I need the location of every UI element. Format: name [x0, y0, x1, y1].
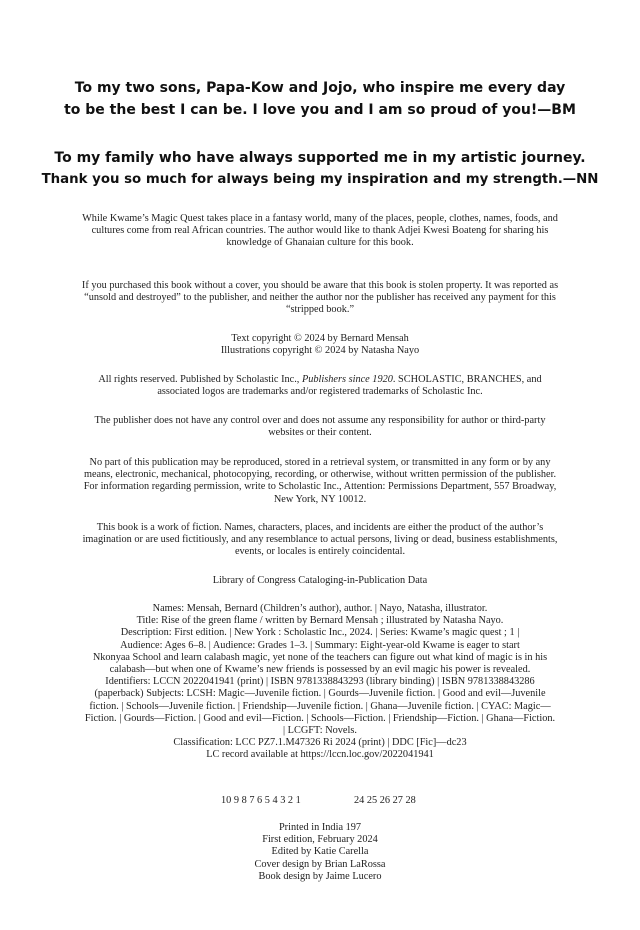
year-number-line: 24 25 26 27 28 [354, 795, 416, 806]
text-line: (paperback) Subjects: LCSH: Magic—Juvenile fiction. | Gourds—Juvenile fiction. | Good and evil—Juvenile [94, 688, 546, 700]
text-line: “unsold and destroyed” to the publisher, and neither the author nor the publisher has received any payment for this [84, 292, 556, 304]
text-line: Fiction. | Gourds—Fiction. | Good and evil—Fiction. | Schools—Fiction. | Friendship—Fiction. | Ghana—Fiction. [84, 712, 556, 724]
text-line: New York, NY 10012. [273, 493, 367, 505]
text-line: “stripped book.” [285, 304, 355, 316]
text-line: Text copyright © 2024 by Bernard Mensah [231, 333, 409, 344]
cip-data [62, 603, 578, 762]
rights-text: All rights reserved. Published by Scholastic Inc., [98, 374, 302, 385]
fiction-disclaimer [62, 522, 578, 559]
text-line [62, 374, 578, 386]
text-line: events, or locales is entirely coincidental. [234, 546, 406, 558]
copyright-notice [62, 333, 578, 357]
text-line: LC record available at https://lccn.loc.gov/2022041941 [206, 749, 434, 761]
text-line: Description: First edition. | New York : Scholastic Inc., 2024. | Series: Kwame’s magic quest ; 1 | [120, 627, 520, 639]
text-line: Edited by Katie Carella [271, 846, 369, 858]
text-line: fiction. | Schools—Juvenile fiction. | Friendship—Juvenile fiction. | Ghana—Juvenile fiction. | CYAC: Magic— [89, 700, 551, 712]
text-line: Identifiers: LCCN 2022041941 (print) | ISBN 9781338843293 (library binding) | ISBN 9781338843286 [105, 676, 535, 688]
cip-heading [62, 575, 578, 587]
text-line: calabash—but when one of Kwame’s new friends is possessed by an evil magic his power is revealed. [109, 664, 531, 676]
publisher-slogan: Publishers since 1920 [301, 374, 393, 385]
dedication-line: to be the best I can be. I love you and I am so proud of you!—BM [64, 102, 576, 118]
dedication-line: To my two sons, Papa-Kow and Jojo, who inspire me every day [74, 80, 566, 96]
rights-text: . SCHOLASTIC, BRANCHES, and [392, 374, 542, 385]
dedication-line: To my family who have always supported me in my artistic journey. [54, 150, 586, 166]
text-line: Title: Rise of the green flame / written by Bernard Mensah ; illustrated by Natasha Nayo. [136, 615, 504, 627]
text-line: associated logos are trademarks and/or registered trademarks of Scholastic Inc. [157, 386, 483, 398]
text-line: First edition, February 2024 [262, 834, 378, 846]
text-line: Cover design by Brian LaRossa [254, 858, 386, 870]
dedication-illustrator [40, 147, 600, 191]
text-line: This book is a work of fiction. Names, characters, places, and incidents are either the product of the author’s [96, 522, 544, 533]
reproduction-notice [62, 457, 578, 506]
text-line: If you purchased this book without a cover, you should be aware that this book is stolen property. It was reported as [81, 280, 559, 291]
printing-number-line: 10 9 8 7 6 5 4 3 2 1 [221, 795, 301, 806]
text-line: knowledge of Ghanaian culture for this book. [226, 237, 414, 249]
text-line: While Kwame’s Magic Quest takes place in a fantasy world, many of the places, people, clothes, names, foods, and [82, 213, 558, 224]
rights-notice [62, 374, 578, 398]
text-line: Classification: LCC PZ7.1.M47326 Ri 2024 (print) | DDC [Fic]—dc23 [173, 737, 467, 749]
text-line: cultures come from real African countries. The author would like to thank Adjei Kwesi Boateng for sharing his [91, 225, 549, 237]
text-line: Nkonyaa School and learn calabash magic, yet none of the teachers can figure out what kind of magic is in his [92, 651, 548, 663]
text-line: Audience: Ages 6–8. | Audience: Grades 1–3. | Summary: Eight-year-old Kwame is eager to start [120, 639, 520, 651]
dedication-author [40, 77, 600, 121]
text-line: Names: Mensah, Bernard (Children’s author), author. | Nayo, Natasha, illustrator. [152, 603, 488, 614]
production-credits [62, 822, 578, 883]
text-line: Book design by Jaime Lucero [258, 870, 382, 882]
responsibility-notice [62, 415, 578, 439]
text-line: imagination or are used fictitiously, and any resemblance to actual persons, living or dead, business establishments, [82, 534, 558, 546]
text-line: Library of Congress Cataloging-in-Publication Data [212, 575, 428, 586]
text-line: means, electronic, mechanical, photocopying, recording, or otherwise, without written permission of the publisher. [83, 469, 557, 481]
stripped-book-notice [62, 280, 578, 317]
text-line: websites or their content. [268, 427, 372, 439]
text-line: Illustrations copyright © 2024 by Natasha Nayo [220, 345, 420, 357]
text-line: For information regarding permission, write to Scholastic Inc., Attention: Permissions Department, 557 Broadway, [83, 481, 557, 493]
text-line: The publisher does not have any control over and does not assume any responsibility for author or third-party [94, 415, 546, 426]
cultural-note [62, 213, 578, 250]
text-line: | LCGFT: Novels. [283, 725, 357, 737]
text-line: Printed in India 197 [278, 822, 362, 833]
text-line: No part of this publication may be reproduced, stored in a retrieval system, or transmitted in any form or by any [89, 457, 551, 468]
dedication-line: Thank you so much for always being my inspiration and my strength.—NN [41, 172, 599, 187]
